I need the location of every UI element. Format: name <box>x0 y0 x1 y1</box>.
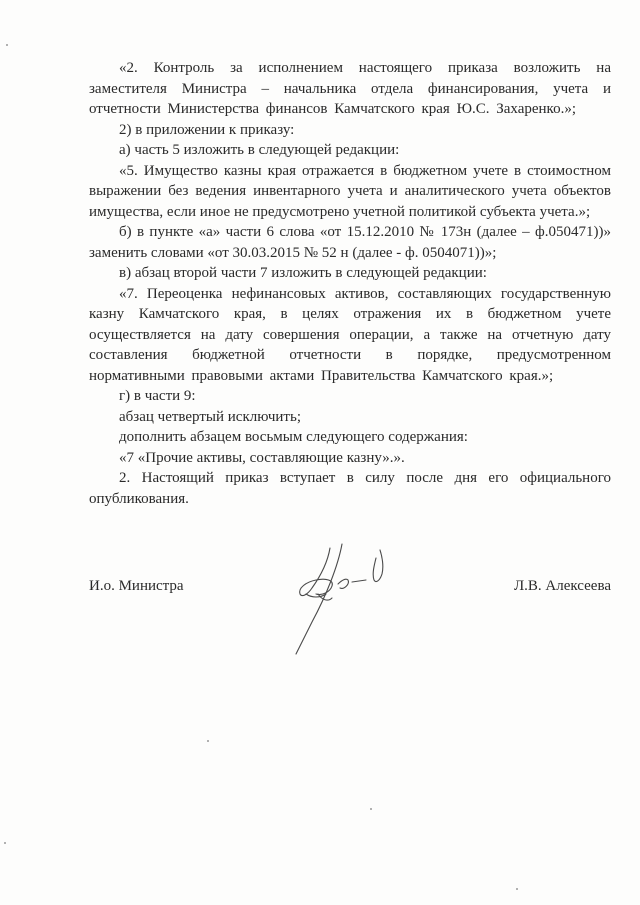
scan-speck <box>207 740 209 742</box>
paragraph-part-9-delete: абзац четвертый исключить; <box>119 408 301 425</box>
paragraph-part-7-text: «7. Переоценка нефинансовых активов, составляющих государственную казну Камчатского края, в целях отражения их в бюджетном учете осуществляется на дату совершения операции, а также на отчетную дату составления бюджетной отчетности в порядке, предусмотренном нормативными правовыми актами Правительства Камчатского края.»; <box>89 285 611 384</box>
paragraph-entry-into-force: 2. Настоящий приказ вступает в силу после дня его официального опубликования. <box>89 470 611 507</box>
paragraph-part-6-change: б) в пункте «а» части 6 слова «от 15.12.2010 № 173н (далее – ф.050471))» заменить словами «от 30.03.2015 № 52 н (далее - ф. 0504071))»; <box>89 224 611 261</box>
signer-position: И.о. Министра <box>89 578 184 594</box>
paragraph-part-9-new-text: «7 «Прочие активы, составляющие казну».». <box>119 449 405 466</box>
paragraph-part-5-intro: а) часть 5 изложить в следующей редакции: <box>119 142 400 158</box>
paragraph-part-9-add: дополнить абзацем восьмым следующего содержания: <box>119 429 468 445</box>
paragraph-part-9-intro: г) в части 9: <box>119 388 196 404</box>
paragraph-control-clause: «2. Контроль за исполнением настоящего приказа возложить на заместителя Министра – начальника отдела финансирования, учета и отчетности Министерства финансов Камчатского края Ю.С. Захаренко.»; <box>89 60 611 117</box>
paragraph-part-5-text: «5. Имущество казны края отражается в бюджетном учете в стоимостном выражении без ведения инвентарного учета и аналитического учета объектов имущества, если иное не предусмотрено учетной политикой субъекта учета.»; <box>89 162 611 220</box>
signer-name: Л.В. Алексеева <box>513 578 611 594</box>
scan-speck <box>370 808 372 810</box>
paragraph-part-7-intro: в) абзац второй части 7 изложить в следующей редакции: <box>119 265 487 281</box>
scan-speck <box>4 842 6 844</box>
paragraph-appendix-intro: 2) в приложении к приказу: <box>119 121 295 138</box>
scan-speck <box>6 44 8 46</box>
handwritten-signature <box>282 536 412 666</box>
scan-speck <box>516 888 518 890</box>
order-body <box>89 58 611 509</box>
